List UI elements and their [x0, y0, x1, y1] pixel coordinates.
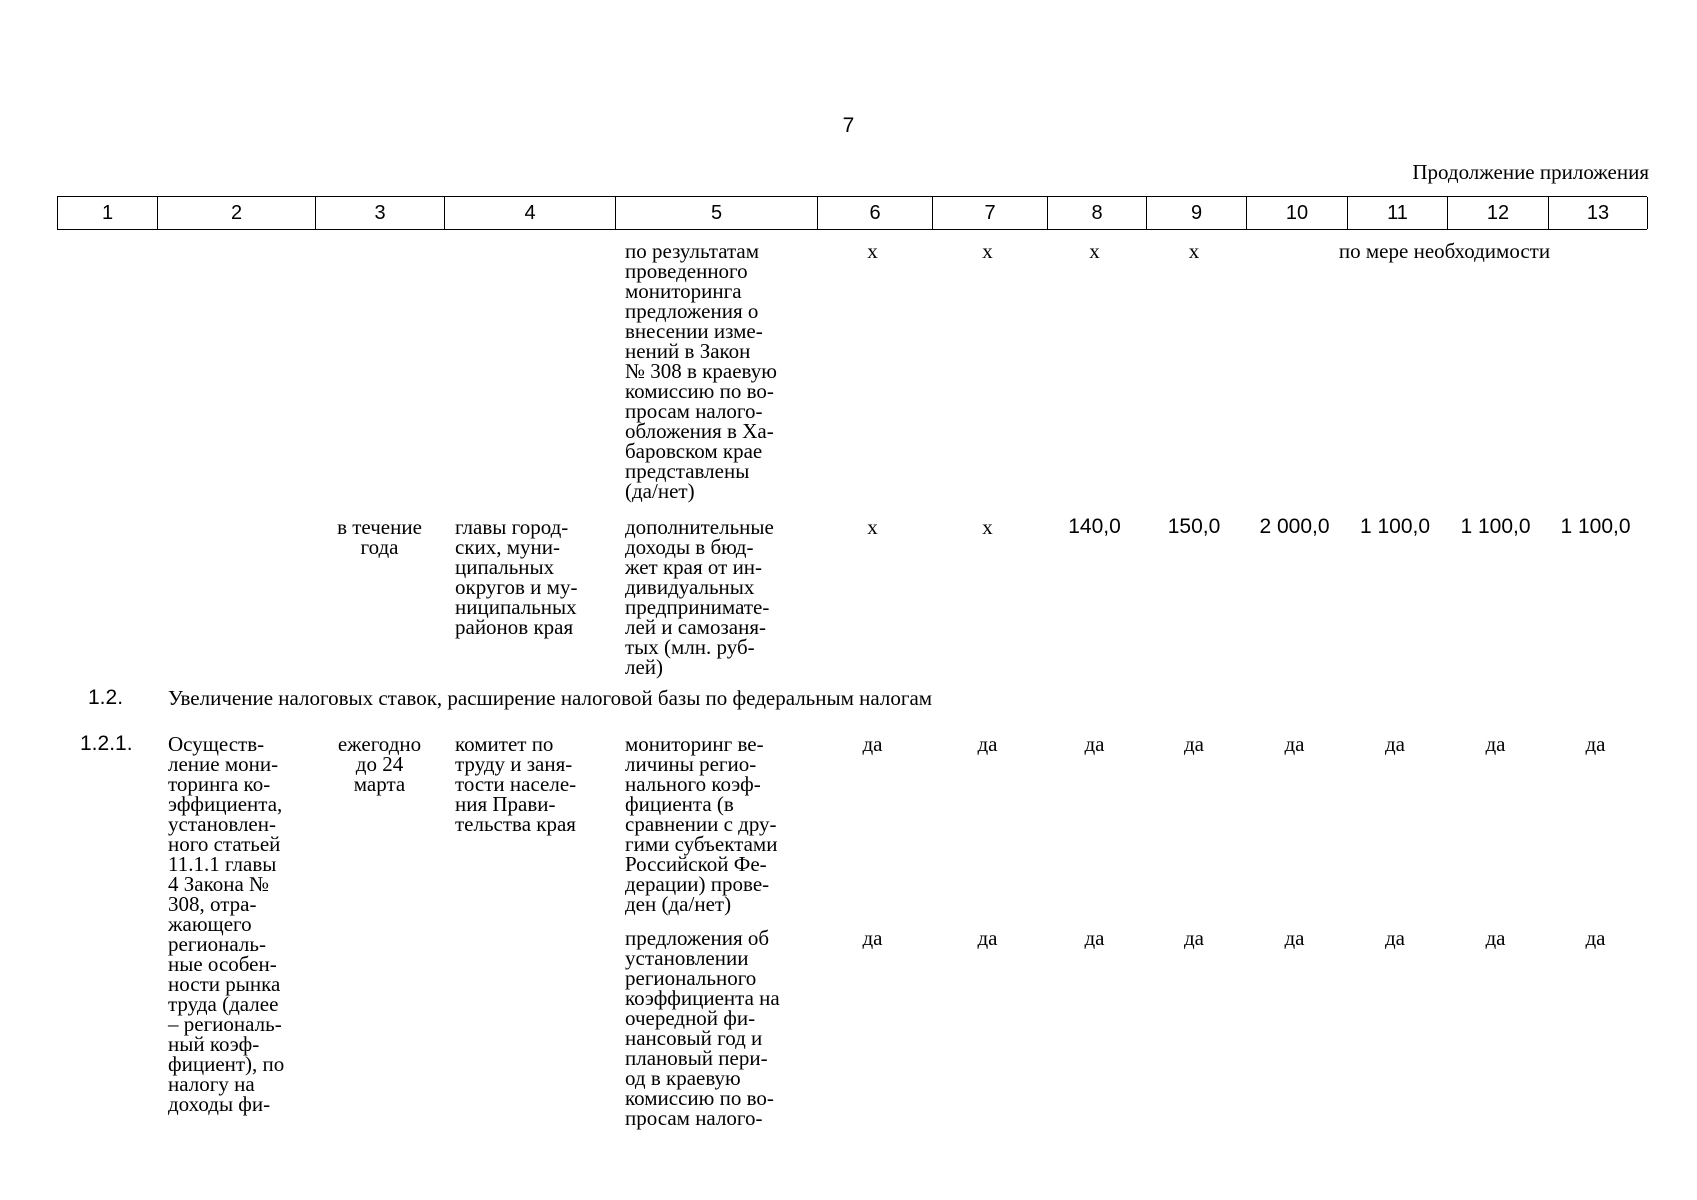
header-col-1: 1 [58, 197, 158, 229]
section-number: 1.2. [88, 686, 124, 709]
table-header-row [57, 196, 1647, 230]
item-ind2-col-6: да [862, 926, 883, 950]
row-b-col-11: 1 100,0 [1359, 515, 1431, 538]
row-a-col-7: х [982, 239, 993, 263]
row-b-col-8: 140,0 [1068, 515, 1121, 538]
header-col-4: 4 [445, 197, 616, 229]
item-ind1-col-13: да [1585, 732, 1606, 756]
item-ind2-col-9: да [1183, 926, 1204, 950]
row-a-indicator: по результатам проведенного мониторинга предложения о внесении изме- нений в Закон № 308 в краевую комиссию по во- просам налого- обложения в Ха- баровском крае представлены (да/нет) [625, 239, 777, 503]
item-indicator-1: мониторинг ве- личины регио- нального коэф- фициента (в сравнении с дру- гими субъектами Российской Фе- дерации) прове- ден (да/нет) [625, 732, 778, 916]
item-indicator-2: предложения об установлении регионального коэффициента на очередной фи- нансовый год и плановый пери- од в краевую комиссию по во- просам налого- [625, 926, 780, 1130]
item-ind2-col-10: да [1284, 926, 1305, 950]
row-b-col-10: 2 000,0 [1259, 515, 1330, 538]
item-ind2-col-12: да [1485, 926, 1506, 950]
item-executor: комитет по труду и заня- тости населе- ния Прави- тельства края [455, 732, 577, 836]
section-title: Увеличение налоговых ставок, расширение налоговой базы по федеральным налогам [168, 686, 933, 710]
row-b-col-7: х [982, 515, 993, 539]
row-b-col-13: 1 100,0 [1560, 515, 1631, 538]
header-col-5: 5 [616, 197, 818, 229]
header-col-10: 10 [1247, 197, 1348, 229]
item-deadline: ежегодно до 24 марта [337, 732, 422, 796]
item-ind1-col-12: да [1485, 732, 1506, 756]
row-b-col-12: 1 100,0 [1460, 515, 1531, 538]
item-ind1-col-7: да [977, 732, 998, 756]
header-col-6: 6 [818, 197, 933, 229]
header-col-11: 11 [1348, 197, 1448, 229]
row-b-col-9: 150,0 [1167, 515, 1221, 538]
item-measure: Осуществ- ление мони- торинга ко- эффициента, установлен- ного статьей 11.1.1 главы 4 Закона № 308, отра- жающего региональ- ные особен- ности рынка труда (далее – региональ- ный коэф- фициент), по налогу на доходы фи- [168, 732, 285, 1116]
item-ind2-col-11: да [1384, 926, 1405, 950]
row-a-col-8: х [1089, 239, 1100, 263]
header-col-12: 12 [1448, 197, 1549, 229]
header-col-9: 9 [1147, 197, 1247, 229]
header-col-8: 8 [1048, 197, 1147, 229]
row-b-col-6: х [867, 515, 878, 539]
item-ind1-col-8: да [1084, 732, 1105, 756]
item-ind2-col-8: да [1084, 926, 1105, 950]
item-number: 1.2.1. [80, 732, 133, 755]
row-b-executor: главы город- ских, муни- ципальных округов и му- ниципальных районов края [455, 515, 578, 639]
item-ind1-col-11: да [1384, 732, 1405, 756]
item-ind1-col-9: да [1183, 732, 1204, 756]
header-col-7: 7 [933, 197, 1048, 229]
item-ind2-col-7: да [977, 926, 998, 950]
row-b-indicator: дополнительные доходы в бюд- жет края от ин- дивидуальных предпринимате- лей и самозаня- тых (млн. руб- лей) [625, 515, 774, 679]
appendix-table [57, 196, 1647, 230]
continuation-label: Продолжение приложения [1412, 160, 1649, 184]
row-a-span-10-13: по мере необходимости [1338, 239, 1551, 263]
row-a-col-6: х [867, 239, 878, 263]
item-ind1-col-6: да [862, 732, 883, 756]
row-b-deadline: в течение года [337, 515, 422, 559]
header-col-3: 3 [316, 197, 445, 229]
item-ind1-col-10: да [1284, 732, 1305, 756]
item-ind2-col-13: да [1585, 926, 1606, 950]
header-col-2: 2 [158, 197, 316, 229]
row-a-col-9: х [1188, 239, 1200, 263]
page-number: 7 [842, 114, 855, 137]
header-col-13: 13 [1549, 197, 1648, 229]
